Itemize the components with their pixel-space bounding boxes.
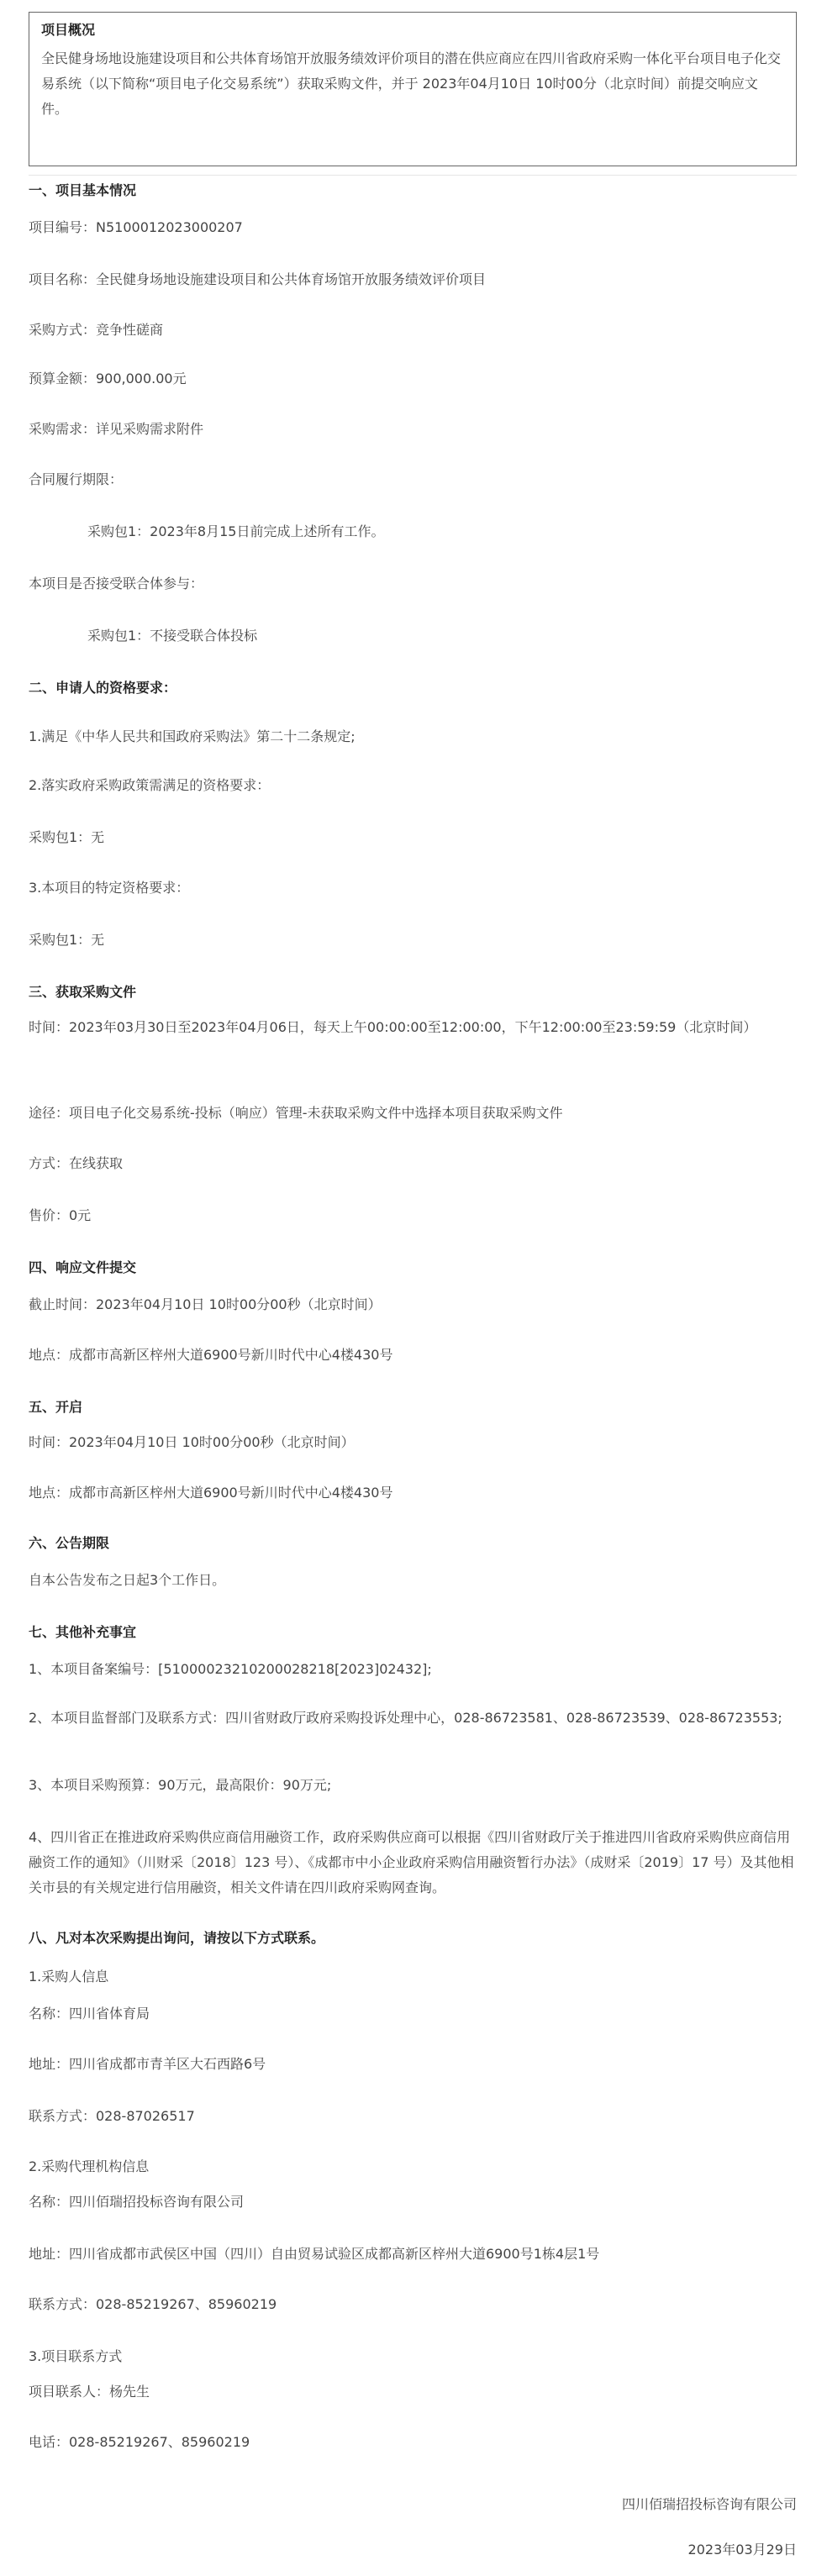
text-line: 合同履行期限： — [29, 471, 124, 487]
text-line: 采购需求：详见采购需求附件 — [29, 421, 204, 437]
text-line: 采购包1：2023年8月15日前完成上述所有工作。 — [87, 523, 385, 539]
text-line: 项目名称：全民健身场地设施建设项目和公共体育场馆开放服务绩效评价项目 — [29, 271, 487, 287]
text-line: 途径：项目电子化交易系统-投标（响应）管理-未获取采购文件中选择本项目获取采购文件 — [29, 1105, 563, 1121]
text-line: 四川佰瑞招投标咨询有限公司 — [621, 2496, 797, 2512]
text-line: 地点：成都市高新区梓州大道6900号新川时代中心4楼430号 — [29, 1485, 393, 1501]
text-line: 2023年03月29日 — [687, 2542, 797, 2558]
text-line: 地址：四川省成都市武侯区中国（四川）自由贸易试验区成都高新区梓州大道6900号1栋4层1号 — [29, 2246, 600, 2262]
section-heading: 二、申请人的资格要求： — [29, 680, 177, 696]
overview-title: 项目概况 — [41, 22, 96, 38]
section-heading: 六、公告期限 — [29, 1535, 110, 1551]
text-line: 项目联系人：杨先生 — [29, 2384, 150, 2400]
text-line: 采购包1：不接受联合体投标 — [87, 628, 258, 644]
section-heading: 三、获取采购文件 — [29, 984, 137, 1000]
text-line: 地址：四川省成都市青羊区大石西路6号 — [29, 2056, 266, 2072]
text-line: 地点：成都市高新区梓州大道6900号新川时代中心4楼430号 — [29, 1347, 393, 1363]
overview-box — [29, 12, 797, 166]
text-line: 1、本项目备案编号：[510000232102000282​18[2023]02432]; — [29, 1661, 432, 1677]
text-line: 2、本项目监督部门及联系方式：四川省财政厅政府采购投诉处理中心，028-86723581、028-86723539、028-86723553; — [29, 1710, 782, 1726]
text-line: 采购包1：无 — [29, 932, 105, 948]
section-heading: 一、项目基本情况 — [29, 182, 137, 198]
text-line: 3、本项目采购预算：90万元，最高限价：90万元; — [29, 1777, 332, 1793]
overview-body: 全民健身场地设施建设项目和公共体育场馆开放服务绩效评价项目的潜在供应商应在四川省政府采购一体化平台项目电子化交易系统（以下简称“项目电子化交易系统”）获取采购文件，并于 2023年04月10日 10时00分（北京时间）前提交响应文件。 — [41, 50, 782, 117]
text-line: 1.满足《中华人民共和国政府采购法》第二十二条规定; — [29, 728, 356, 744]
text-line: 2.采购代理机构信息 — [29, 2158, 150, 2174]
text-line: 名称：四川佰瑞招投标咨询有限公司 — [29, 2194, 245, 2210]
text-line: 时间：2023年04月10日 10时00分00秒（北京时间） — [29, 1434, 355, 1450]
text-line: 售价：0元 — [29, 1207, 92, 1223]
text-line: 自本公告发布之日起3个工作日。 — [29, 1572, 226, 1588]
text-line: 本项目是否接受联合体参与： — [29, 576, 204, 591]
text-line: 3.本项目的特定资格要求： — [29, 880, 190, 896]
text-line: 1.采购人信息 — [29, 1969, 109, 1985]
text-line: 截止时间：2023年04月10日 10时00分00秒（北京时间） — [29, 1296, 382, 1312]
text-line: 3.项目联系方式 — [29, 2348, 123, 2364]
section-heading: 八、凡对本次采购提出询问，请按以下方式联系。 — [29, 1930, 325, 1946]
section-heading: 四、响应文件提交 — [29, 1259, 137, 1275]
text-line: 2.落实政府采购政策需满足的资格要求： — [29, 777, 271, 793]
text-line: 电话：028-85219267、85960219 — [29, 2434, 250, 2450]
text-line: 时间：2023年03月30日至2023年04月06日，每天上午00:00:00至12:00:00，下午12:00:00至23:59:59（北京时间） — [29, 1019, 757, 1035]
text-line: 4、四川省正在推进政府采购供应商信用融资工作，政府采购供应商可以根据《四川省财政厅关于推进四川省政府采购供应商信用融资工作的通知》（川财采〔2018〕123 号）、《成都市中小企业政府采购信用融资暂行办法》（成财采〔2019〕17 号）及其他相关市县的有关规定进行信用融资，相关文件请在四川政府采购网查询。 — [29, 1829, 794, 1895]
text-line: 预算金额：900,000.00元 — [29, 371, 187, 386]
text-line: 名称：四川省体育局 — [29, 2006, 150, 2021]
text-line: 采购方式：竞争性磋商 — [29, 322, 164, 338]
text-line: 联系方式：028-85219267、85960219 — [29, 2296, 277, 2312]
section-heading: 五、开启 — [29, 1399, 83, 1415]
text-line: 联系方式：028-87026517 — [29, 2108, 195, 2124]
text-line: 采购包1：无 — [29, 829, 105, 845]
section-heading: 七、其他补充事宜 — [29, 1624, 137, 1640]
text-line: 项目编号：N5100012023000207 — [29, 219, 243, 235]
text-line: 方式：在线获取 — [29, 1155, 124, 1171]
divider — [29, 175, 797, 176]
